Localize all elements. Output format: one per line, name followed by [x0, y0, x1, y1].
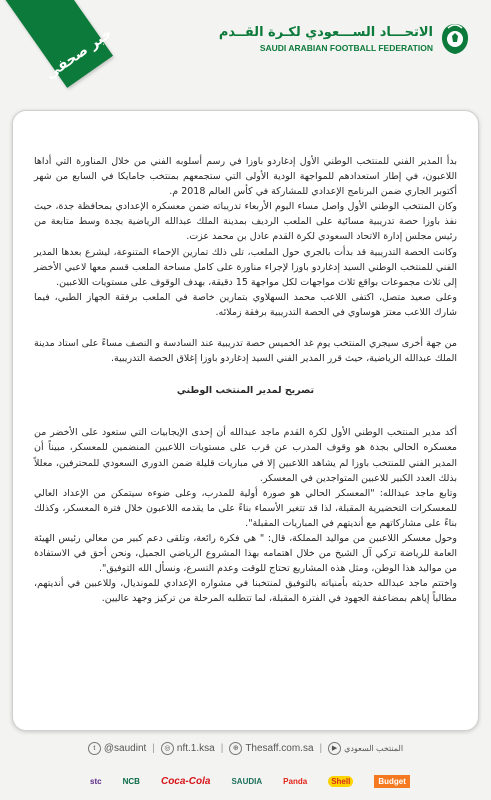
ribbon-label: خبر صحفي — [42, 25, 116, 83]
sponsor-logo: SAUDIA — [231, 776, 263, 786]
statement-paragraph: أكد مدير المنتخب الوطني الأول لكرة القدم ماجد عبدالله أن إحدى الإيجابيات التي ستعود على الأخضر من معسكره الحالي بجدة هو وقوف المدرب عن قرب على مستويات اللاعبين المنضمين للمعسكر، مبيناً أن المدير الفني للمنتخب باوزا لم يشاهد اللاعبين إلا في مباريات قليلة ضمن الدوري السعودي للمحترفين، معللاً بذلك العدد الكبير للاعبين المتواجدين في المعسكر. — [34, 427, 457, 484]
federation-name-english: SAUDI ARABIAN FOOTBALL FEDERATION — [259, 43, 433, 53]
header — [0, 0, 491, 108]
youtube-icon: ▶ — [328, 742, 341, 755]
instagram-icon: ◎ — [161, 742, 174, 755]
sponsor-logo: Panda — [283, 776, 308, 786]
sponsor-logo: Budget — [374, 775, 410, 788]
instagram-link[interactable] — [161, 742, 215, 755]
instagram-handle: nft.1.ksa — [176, 742, 215, 754]
website-url: Thesaff.com.sa — [245, 742, 314, 754]
article-paragraph: بدأ المدير الفني للمنتخب الوطني الأول إدغاردو باوزا في رسم أسلوبه الفني من خلال المناورة التي أداها اللاعبون، في إطار استعدادهم للمواجهة الودية الأولى التي ستجمعهم بمنتخب جامايكا في السابع من شهر أكتوبر الجاري ضمن البرنامج الإعدادي للمشاركة في كأس العالم 2018 م. — [34, 156, 457, 198]
sponsor-logo: stc — [90, 776, 102, 786]
article-paragraph: من جهة أخرى سيجري المنتخب يوم غد الخميس حصة تدريبية عند السادسة و النصف مساءً على استاد مدينة الملك عبدالله الرياضية، حيث قرر المدير الفني السيد إدغاردو باوزا إغلاق الحصة التدريبية. — [34, 338, 457, 365]
article-body — [34, 154, 457, 606]
sponsor-logo: Coca-Cola — [160, 775, 211, 787]
website-link[interactable] — [229, 742, 313, 755]
sponsor-logo: NCB — [122, 776, 140, 786]
twitter-link[interactable] — [88, 742, 146, 755]
sponsors-bar — [90, 768, 410, 794]
statement-paragraph: وحول معسكر اللاعبين من مواليد المملكة، قال: " هي فكرة رائعة، وتلقى دعم كبير من معالي رئيس الهيئة العامة للرياضة تركي آل الشيخ من خلال اهتمامه بهذا المشروع الرياضي الجميل، ونحن أحق في الاستفادة من مواليد هذا الوطن، ومثل هذه المشاريع تحتاج للوقت وعدم التسرع، ونسأل الله التوفيق". — [34, 532, 457, 575]
twitter-handle: @saudint — [103, 742, 147, 754]
federation-logo-icon — [439, 22, 471, 56]
article-paragraph: وكان المنتخب الوطني الأول واصل مساء اليوم الأربعاء تدريباته ضمن معسكره الإعدادي بمحافظة جدة، حيث نفذ باوزا حصة تدريبية مسائية على الملعب الرديف بمدينة الملك عبدالله الرياضية بجدة وسط متابعة من رئيس مجلس إدارة الاتحاد السعودي لكرة القدم عادل بن محمد عزت. — [34, 201, 457, 243]
globe-icon: ⊕ — [229, 742, 242, 755]
sponsor-logo: Shell — [328, 776, 353, 787]
federation-name-arabic: الاتحـــاد الســـعودي لكـرة القــدم — [218, 25, 433, 40]
article-paragraph: وعلى صعيد متصل، اكتفى اللاعب محمد السهلاوي بتمارين خاصة في الملعب برفقة الجهاز الطبي، فيما شارك اللاعب معتز هوساوي في الحصة التدريبية برفقة زملائه. — [34, 291, 457, 318]
article-paragraph: وكانت الحصة التدريبية قد بدأت بالجري حول الملعب، تلى ذلك تمارين الإحماء المتنوعة، ليشرع بعدها المدير الفني للمنتخب الوطني السيد إدغاردو باوزا لإجراء مناورة على كامل مساحة الملعب قسم معها لاعبي الأخضر إلى ثلاث مجموعات بواقع ثلاث مواجهات لكل مواجهة 15 دقيقة، بهدف الوقوف على مستويات اللاعبين. — [34, 246, 457, 288]
social-links: t @saudint | ◎ nft.1.ksa | ⊕ Thesaff.com.sa | ▶ المنتخب السعودي — [0, 737, 491, 759]
youtube-channel: المنتخب السعودي — [344, 743, 404, 753]
statement-paragraph: وتابع ماجد عبدالله: "المعسكر الحالي هو صورة أولية للمدرب، وعلى ضوءه سيتمكن من الإعداد العالي للمعسكرات التحضيرية المقبلة، لذا قد تتغير الأسماء بناءً على ما يقدمه اللاعبون خلال فترة المعسكر، وكذلك بناءً على مشاركاتهم مع أنديتهم في المباريات المقبلة". — [34, 487, 457, 529]
statement-heading: تصريح لمدير المنتخب الوطني — [176, 385, 315, 397]
statement-paragraph: واختتم ماجد عبدالله حديثه بأمنياته بالتوفيق لمنتخبنا في مشواره الإعدادي للمونديال، وللاعبين في أنديتهم، مطالباً إياهم بمضاعفة الجهود في الفترة المقبلة، لما تتطلبه المرحلة من تركيز وجهد عاليين. — [34, 578, 457, 605]
press-release-card — [12, 110, 479, 731]
twitter-icon: t — [88, 742, 101, 755]
youtube-link[interactable] — [328, 742, 403, 755]
